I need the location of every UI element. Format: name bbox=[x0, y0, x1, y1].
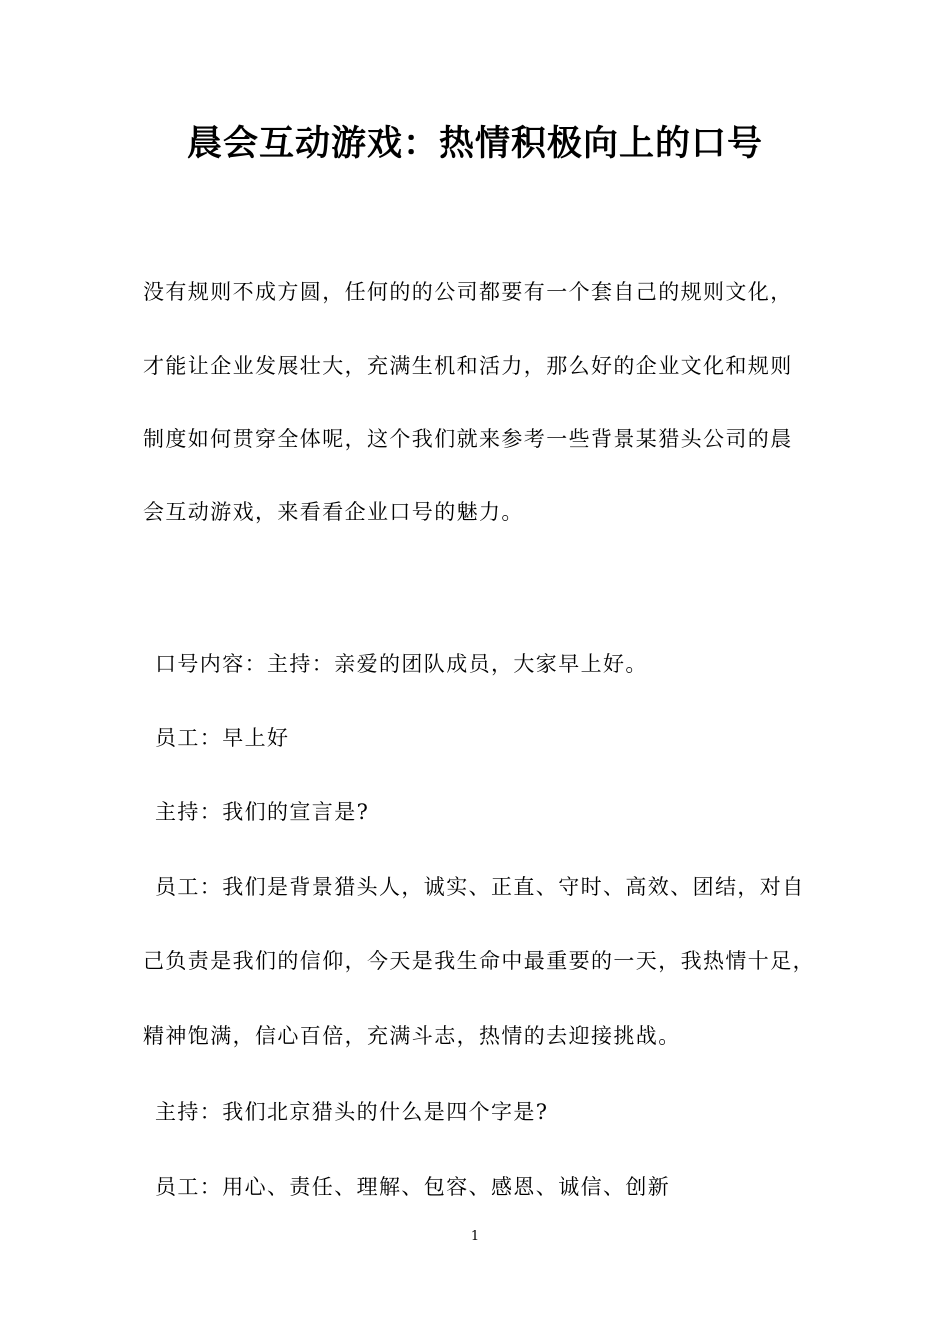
dialogue-line-5: 己负责是我们的信仰，今天是我生命中最重要的一天，我热情十足， bbox=[143, 949, 815, 973]
intro-line-2: 才能让企业发展壮大，充满生机和活力，那么好的企业文化和规则 bbox=[143, 354, 793, 378]
page-number: 1 bbox=[470, 1229, 480, 1244]
dialogue-line-4: 员工：我们是背景猎头人，诚实、正直、守时、高效、团结，对自 bbox=[155, 875, 805, 899]
dialogue-line-7: 主持：我们北京猎头的什么是四个字是? bbox=[155, 1100, 549, 1124]
dialogue-line-6: 精神饱满，信心百倍，充满斗志，热情的去迎接挑战。 bbox=[143, 1024, 681, 1048]
intro-line-3: 制度如何贯穿全体呢，这个我们就来参考一些背景某猎头公司的晨 bbox=[143, 427, 793, 451]
document-title: 晨会互动游戏：热情积极向上的口号 bbox=[186, 124, 763, 164]
dialogue-line-3: 主持：我们的宣言是? bbox=[155, 800, 370, 824]
intro-line-4: 会互动游戏，来看看企业口号的魅力。 bbox=[143, 500, 524, 524]
dialogue-line-8: 员工：用心、责任、理解、包容、感恩、诚信、创新 bbox=[155, 1175, 671, 1199]
dialogue-line-1: 口号内容：主持：亲爱的团队成员，大家早上好。 bbox=[155, 652, 648, 676]
dialogue-line-2: 员工：早上好 bbox=[155, 726, 290, 750]
intro-line-1: 没有规则不成方圆，任何的的公司都要有一个套自己的规则文化， bbox=[143, 280, 793, 304]
